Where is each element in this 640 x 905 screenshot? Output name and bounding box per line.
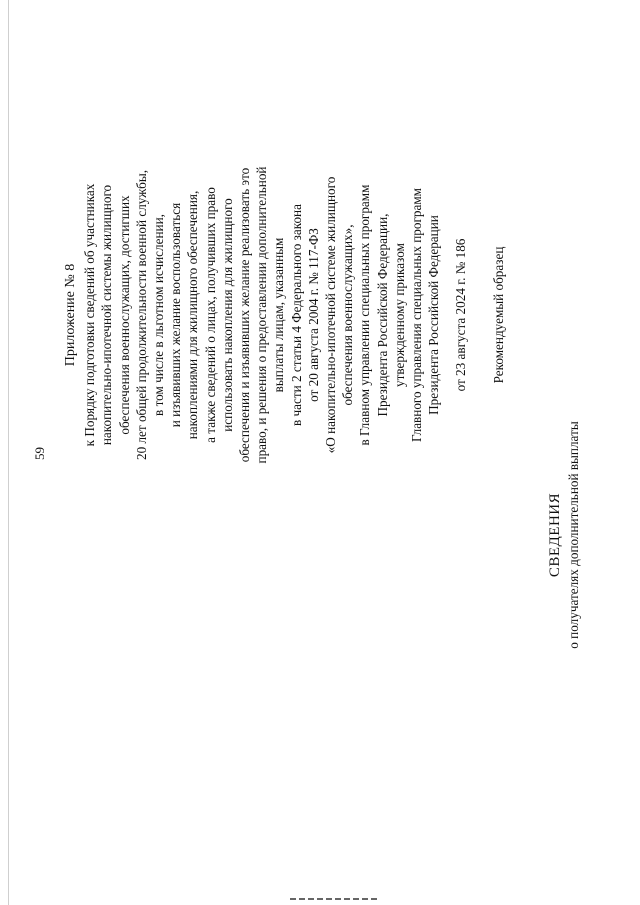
appendix-line: выплаты лицам, указанным	[271, 237, 287, 393]
appendix-line: «О накопительно-ипотечной системе жилищного	[323, 176, 339, 454]
appendix-line: утвержденному приказом	[391, 243, 407, 387]
document-title: СВЕДЕНИЯ	[547, 492, 563, 578]
appendix-line: накопительно-ипотечной системы жилищного	[99, 184, 115, 446]
appendix-title: Приложение № 8	[63, 263, 78, 367]
appendix-line: а также сведений о лицах, получивших право	[202, 187, 218, 443]
appendix-line: обеспечения военнослужащих, достигших	[116, 195, 132, 435]
document-subtitle: о получателях дополнительной выплаты	[566, 421, 581, 649]
appendix-line: Главного управления специальных программ	[409, 187, 425, 443]
appendix-line: обеспечения военнослужащих»,	[340, 224, 356, 406]
document-title-block	[545, 335, 583, 735]
appendix-line: в Главном управлении специальных программ	[357, 184, 373, 446]
appendix-line: в том числе в льготном исчислении,	[151, 214, 167, 416]
appendix-line: в части 2 статьи 4 Федерального закона	[288, 204, 304, 426]
appendix-line: 20 лет общей продолжительности военной службы,	[133, 170, 149, 461]
order-date-line: от 23 августа 2024 г. № 186	[453, 238, 469, 392]
appendix-line: к Порядку подготовки сведений об участниках	[82, 183, 98, 447]
page-number: 59	[32, 447, 47, 460]
recommended-sample-label: Рекомендуемый образец	[490, 246, 506, 384]
appendix-line: Президента Российской Федерации	[426, 215, 442, 415]
appendix-line: от 20 августа 2004 г. № 117-ФЗ	[305, 228, 321, 402]
appendix-line: обеспечения и изъявивших желание реализовать это	[237, 167, 253, 463]
appendix-line: право, и решения о предоставлении дополнительной	[254, 166, 270, 464]
appendix-line: использовать накопления для жилищного	[219, 198, 235, 432]
appendix-line: Президента Российской Федерации,	[374, 213, 390, 417]
appendix-header	[62, 75, 507, 555]
appendix-line: и изъявивших желание воспользоваться	[168, 202, 184, 428]
rotated-page-content	[0, 30, 600, 870]
scan-bottom-mark	[290, 898, 380, 900]
appendix-line: накоплениями для жилищного обеспечения,	[185, 190, 201, 440]
